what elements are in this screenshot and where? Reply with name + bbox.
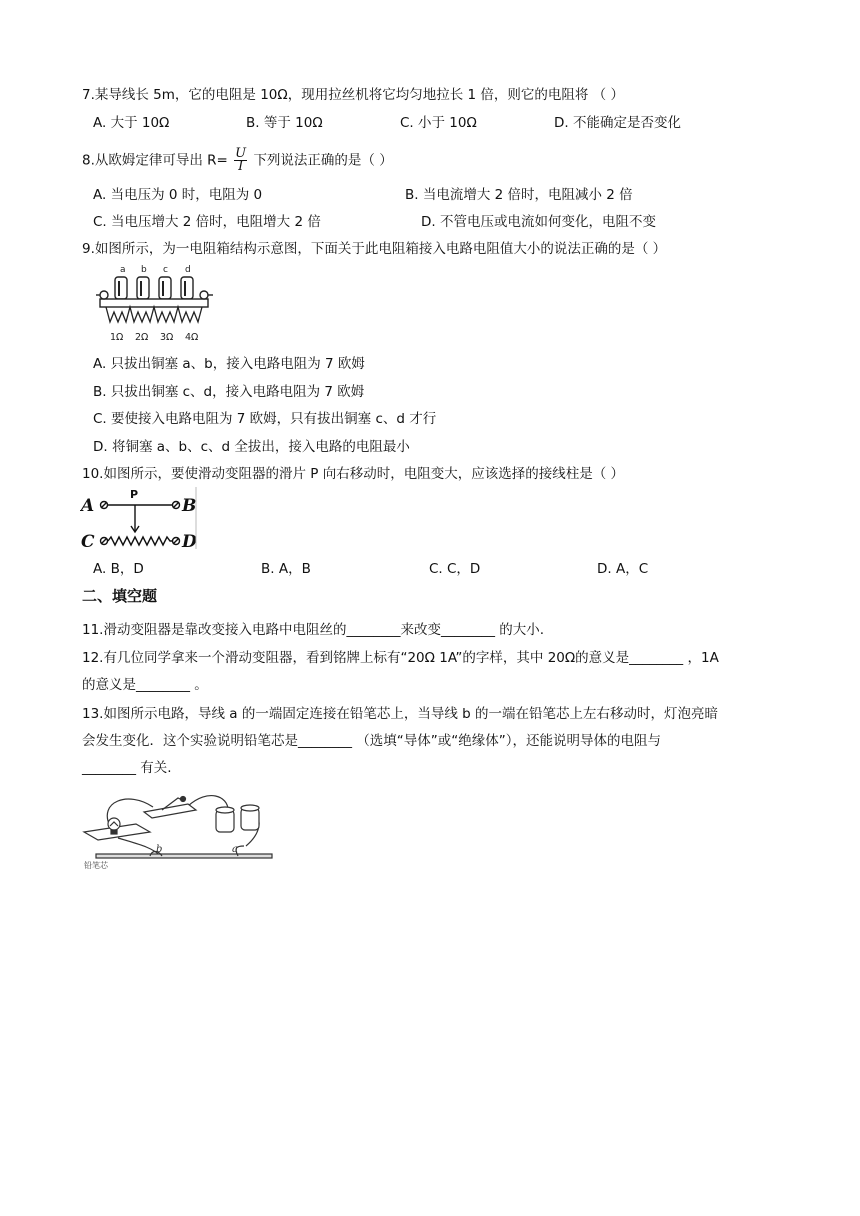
q9-option-c: C. 要使接入电路电阻为 7 欧姆，只有拔出铜塞 c、d 才行 xyxy=(93,411,437,427)
resistor-label-4: 4Ω xyxy=(185,332,199,343)
q8-prefix: 8.从欧姆定律可导出 R= xyxy=(82,152,228,169)
terminal-label-d: D xyxy=(182,532,197,551)
question-10-text: 10.如图所示，要使滑动变阻器的滑片 P 向右移动时，电阻变大，应该选择的接线柱是（ ） xyxy=(82,466,624,482)
rheostat-figure xyxy=(80,487,198,551)
q9-option-d: D. 将铜塞 a、b、c、d 全拔出，接入电路的电阻最小 xyxy=(93,439,410,455)
q7-option-b: B. 等于 10Ω xyxy=(246,115,323,131)
plug-label-a: a xyxy=(120,265,126,275)
resistance-box-figure xyxy=(92,262,214,344)
question-9-text: 9.如图所示，为一电阻箱结构示意图，下面关于此电阻箱接入电路电阻值大小的说法正确的是（ ） xyxy=(82,241,667,257)
section-heading-fill-in: 二、填空题 xyxy=(82,587,158,605)
terminal-label-b: B xyxy=(182,496,197,516)
question-12-line-1: 12.有几位同学拿来一个滑动变阻器，看到铭牌上标有“20Ω 1A”的字样，其中 20Ω的意义是________ ，1A xyxy=(82,650,719,666)
q7-option-c: C. 小于 10Ω xyxy=(400,115,477,131)
pencil-lead-circuit-figure xyxy=(78,782,274,872)
q9-option-a: A. 只拔出铜塞 a、b，接入电路电阻为 7 欧姆 xyxy=(93,356,365,372)
terminal-label-c: C xyxy=(81,532,95,551)
terminal-label-a: A xyxy=(81,496,95,516)
question-8-text xyxy=(82,148,393,173)
q10-option-a: A. B，D xyxy=(93,561,144,577)
question-13-line-1: 13.如图所示电路，导线 a 的一端固定连接在铅笔芯上，当导线 b 的一端在铅笔芯上左右移动时，灯泡亮暗 xyxy=(82,706,718,722)
resistor-label-1: 1Ω xyxy=(110,332,124,343)
q8-option-c: C. 当电压增大 2 倍时，电阻增大 2 倍 xyxy=(93,214,321,230)
q8-suffix: 下列说法正确的是（ ） xyxy=(253,152,393,169)
q7-option-a: A. 大于 10Ω xyxy=(93,115,170,131)
wire-label-b: b xyxy=(156,844,163,855)
resistor-label-3: 3Ω xyxy=(160,332,174,343)
q8-option-a: A. 当电压为 0 时，电阻为 0 xyxy=(93,187,263,203)
question-12-line-2: 的意义是________ 。 xyxy=(82,677,208,693)
resistor-label-2: 2Ω xyxy=(135,332,149,343)
q9-option-b: B. 只拔出铜塞 c、d，接入电路电阻为 7 欧姆 xyxy=(93,384,365,400)
q10-option-c: C. C，D xyxy=(429,561,481,577)
q7-option-d: D. 不能确定是否变化 xyxy=(554,115,681,131)
fraction-numerator: U xyxy=(235,146,247,161)
q8-option-d: D. 不管电压或电流如何变化，电阻不变 xyxy=(421,214,656,230)
plug-label-d: d xyxy=(185,265,191,275)
plug-label-b: b xyxy=(141,265,147,275)
q10-option-d: D. A，C xyxy=(597,561,649,577)
question-11-text: 11.滑动变阻器是靠改变接入电路中电阻丝的________来改变________ 的大小. xyxy=(82,622,545,638)
question-7-text: 7.某导线长 5m，它的电阻是 10Ω，现用拉丝机将它均匀地拉长 1 倍，则它的电阻将 （ ） xyxy=(82,87,624,103)
q8-option-b: B. 当电流增大 2 倍时，电阻减小 2 倍 xyxy=(405,187,633,203)
question-13-line-2: 会发生变化．这个实验说明铅笔芯是________ （选填“导体”或“绝缘体”），还能说明导体的电阻与 xyxy=(82,733,662,749)
ohm-fraction xyxy=(234,148,247,173)
plug-label-c: c xyxy=(163,265,168,275)
question-13-line-3: ________ 有关. xyxy=(82,760,172,776)
fraction-denominator: I xyxy=(238,159,244,174)
slider-label-p: P xyxy=(130,488,139,501)
wire-label-a: a xyxy=(232,844,238,855)
q10-option-b: B. A，B xyxy=(261,561,311,577)
pencil-lead-label: 铅笔芯 xyxy=(84,861,108,870)
